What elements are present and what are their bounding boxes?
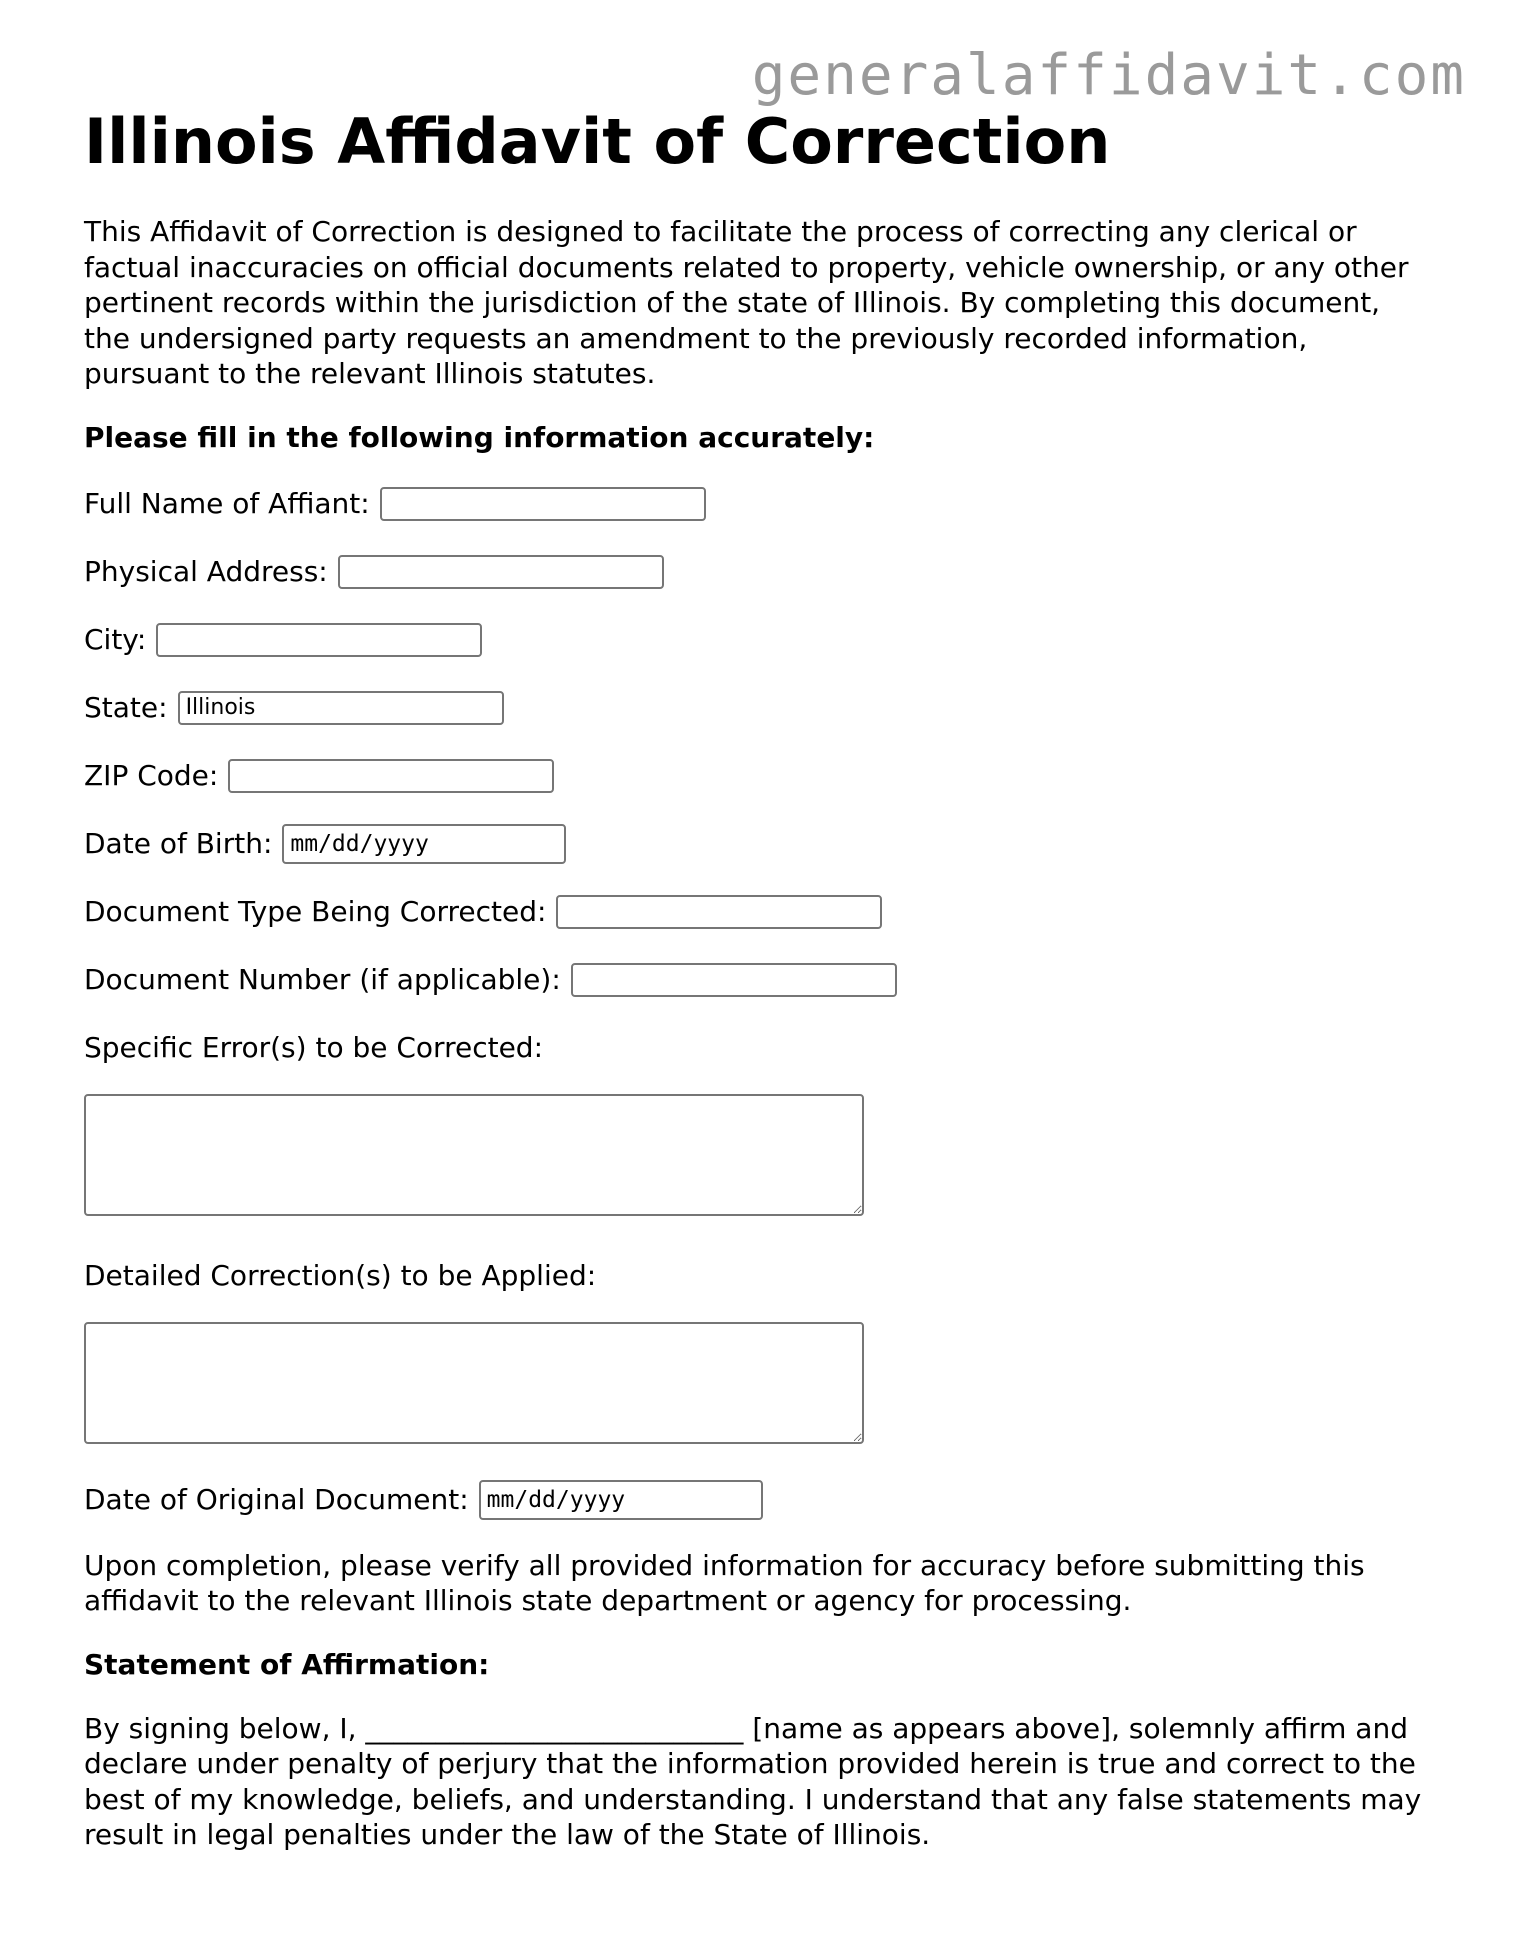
- doc-type-label: Document Type Being Corrected:: [84, 895, 547, 928]
- affirmation-heading: Statement of Affirmation:: [84, 1647, 490, 1681]
- city-input[interactable]: [156, 623, 482, 657]
- state-row: [84, 688, 1444, 728]
- page-title: Illinois Affidavit of Correction: [84, 105, 1111, 178]
- affidavit-form: [84, 104, 1444, 1853]
- intro-paragraph: This Affidavit of Correction is designed to facilitate the process of correcting any clerical or factual inaccuracies on official documents related to property, vehicle ownership, or any other pertinent records within the jurisdiction of the state of Illinois. By completing this document, the undersigned party requests an amendment to the previously recorded information, pursuant to the relevant Illinois statutes.: [84, 215, 1409, 390]
- instructions-heading: Please fill in the following information accurately:: [84, 420, 875, 454]
- dob-date-input[interactable]: mm/dd/yyyy: [282, 824, 566, 864]
- original-date-row: [84, 1480, 1444, 1520]
- full-name-input[interactable]: [380, 487, 706, 521]
- original-date-label: Date of Original Document:: [84, 1483, 469, 1516]
- errors-textarea[interactable]: [84, 1094, 864, 1216]
- zip-label: ZIP Code:: [84, 759, 219, 792]
- zip-input[interactable]: [228, 759, 554, 793]
- city-row: [84, 620, 1444, 660]
- doc-type-input[interactable]: [556, 895, 882, 929]
- full-name-label: Full Name of Affiant:: [84, 487, 370, 520]
- address-row: [84, 552, 1444, 592]
- fields-section: [84, 484, 1444, 1520]
- state-input[interactable]: [178, 691, 504, 725]
- completion-note: Upon completion, please verify all provided information for accuracy before submitting this affidavit to the relevant Illinois state department or agency for processing.: [84, 1548, 1365, 1617]
- original-date-input[interactable]: mm/dd/yyyy: [479, 1480, 763, 1520]
- doc-number-label: Document Number (if applicable):: [84, 963, 561, 996]
- affirmation-text: By signing below, I, ___________________________ [name as appears above], solemnly affirm and declare under penalty of perjury that the information provided herein is true and correct to the best of my knowledge, beliefs, and understanding. I understand that any false statements may result in legal penalties under the law of the State of Illinois.: [84, 1711, 1422, 1851]
- address-input[interactable]: [338, 555, 664, 589]
- corrections-textarea[interactable]: [84, 1322, 864, 1444]
- city-label: City:: [84, 623, 147, 656]
- dob-label: Date of Birth:: [84, 827, 273, 860]
- errors-label: Specific Error(s) to be Corrected:: [84, 1030, 544, 1064]
- doc-type-row: [84, 892, 1444, 932]
- doc-number-row: [84, 960, 1444, 1000]
- dob-row: [84, 824, 1444, 864]
- zip-row: [84, 756, 1444, 796]
- full-name-row: [84, 484, 1444, 524]
- doc-number-input[interactable]: [571, 963, 897, 997]
- corrections-label: Detailed Correction(s) to be Applied:: [84, 1258, 597, 1292]
- address-label: Physical Address:: [84, 555, 328, 588]
- watermark: generalaffidavit.com: [751, 43, 1466, 108]
- state-label: State:: [84, 691, 168, 724]
